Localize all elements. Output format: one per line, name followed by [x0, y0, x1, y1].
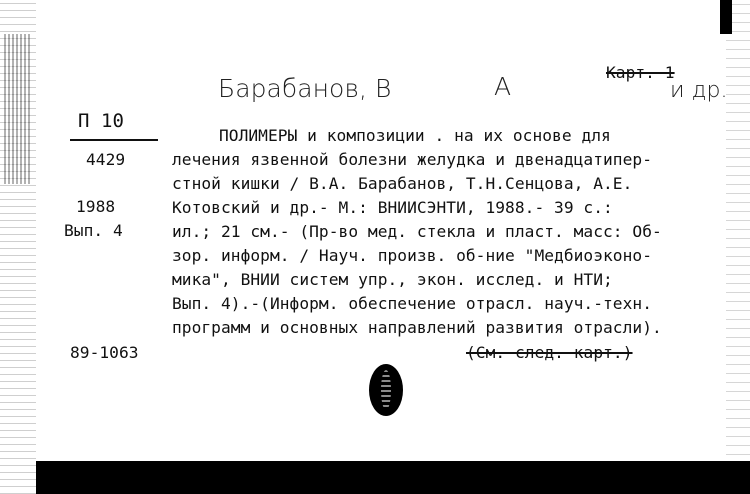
next-card-note: [466, 343, 633, 362]
description-line: ил.; 21 см.- (Пр-во мед. стекла и пласт. масс: Об-: [172, 222, 662, 241]
description-line: ПОЛИМЕРЫ и композиции . на их основе для: [219, 126, 611, 145]
handwritten-author: Барабанов, В: [218, 74, 392, 103]
description-line: программ и основных направлений развития отрасли).: [172, 318, 662, 337]
scan-top-corner-mark: [720, 0, 732, 34]
description-line: стной кишки / В.А. Барабанов, Т.Н.Сенцова, А.Е.: [172, 174, 633, 193]
next-card-note-text: (См. след. карт.): [466, 343, 633, 362]
description-line: лечения язвенной болезни желудка и двенадцатипер-: [172, 150, 652, 169]
description-line: зор. информ. / Науч. произв. об-ние "Медбиоэконо-: [172, 246, 652, 265]
shelf-code-rule: [70, 139, 158, 141]
scan-left-edge-noise: [4, 34, 30, 184]
handwritten-mark: А: [494, 72, 512, 101]
description-line: мика", ВНИИ систем упр., экон. исслед. и НТИ;: [172, 270, 613, 289]
scan-right-edge: [726, 0, 750, 470]
card-label: Карт. 1: [606, 63, 675, 82]
publication-year: 1988: [76, 197, 116, 216]
shelf-number: 4429: [86, 150, 126, 169]
registration-number: 89-1063: [70, 343, 139, 362]
shelf-code: П 10: [78, 110, 124, 132]
handwritten-suffix: и др.: [670, 78, 728, 103]
card-punch-hole: [369, 364, 403, 416]
description-line: Вып. 4).-(Информ. обеспечение отрасл. науч.-техн.: [172, 294, 652, 313]
issue-number: Вып. 4: [64, 221, 123, 240]
scan-bottom-border: [36, 461, 750, 494]
description-line: Котовский и др.- М.: ВНИИСЭНТИ, 1988.- 39 с.:: [172, 198, 613, 217]
